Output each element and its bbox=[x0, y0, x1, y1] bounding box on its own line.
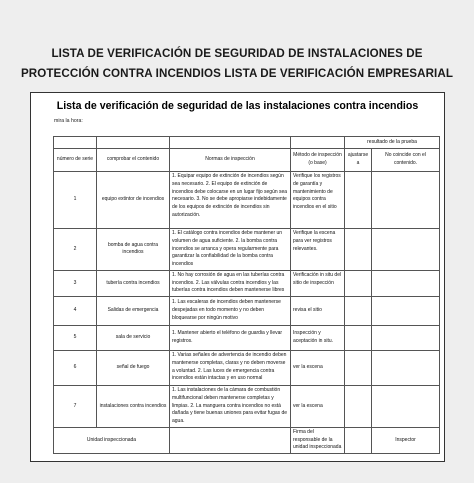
row-number: 7 bbox=[54, 386, 97, 428]
row-item: sala de servicio bbox=[97, 326, 170, 351]
sheet-title: Lista de verificación de seguridad de las instalaciones contra incendios bbox=[56, 100, 419, 112]
col-normas: Normas de inspección bbox=[170, 149, 291, 172]
row-norms: 1. El catálogo contra incendios debe mantener un volumen de agua suficiente. 2. la bomba contra incendios se arranca y opera regularmente para garantizar la confiabilidad de la bomba contra incendios bbox=[170, 229, 291, 271]
row-norms: 1. Las instalaciones de la cámara de combustión multifuncional deben mantenerse completas y limpias. 2. La manguera contra incendios no está dañada y tiene buenas uniones para evitar fugas de agua. bbox=[170, 386, 291, 428]
row-norms: 1. Mantener abierto el teléfono de guardia y llevar registros. bbox=[170, 326, 291, 351]
table-row bbox=[54, 351, 440, 386]
header-line-1: LISTA DE VERIFICACIÓN DE SEGURIDAD DE INSTALACIONES DE bbox=[51, 47, 423, 60]
table-row bbox=[54, 326, 440, 351]
row-nonconforms-cell[interactable] bbox=[372, 270, 440, 296]
checklist-table bbox=[53, 136, 440, 454]
table-row bbox=[54, 270, 440, 296]
row-number: 1 bbox=[54, 172, 97, 229]
page-header bbox=[0, 44, 474, 84]
row-number: 6 bbox=[54, 351, 97, 386]
signature-label: Firma del responsable de la unidad inspeccionada bbox=[291, 427, 345, 453]
header-line-2: PROTECCIÓN CONTRA INCENDIOS LISTA DE VERIFICACIÓN EMPRESARIAL bbox=[20, 67, 454, 80]
row-nonconforms-cell[interactable] bbox=[372, 297, 440, 326]
row-item: tubería contra incendios bbox=[97, 270, 170, 296]
inspected-unit-label: Unidad inspeccionada bbox=[54, 427, 170, 453]
table-row bbox=[54, 297, 440, 326]
signature-field[interactable] bbox=[345, 427, 372, 453]
table-footer-row bbox=[54, 427, 440, 453]
row-conforms-cell[interactable] bbox=[345, 172, 372, 229]
time-label: mira la hora: bbox=[54, 118, 83, 124]
table-header-row-top bbox=[54, 137, 440, 149]
table-row bbox=[54, 386, 440, 428]
row-number: 4 bbox=[54, 297, 97, 326]
row-conforms-cell[interactable] bbox=[345, 297, 372, 326]
row-method: Verifique los registros de garantía y mantenimiento de equipos contra incendios en el sitio bbox=[291, 172, 345, 229]
table-row bbox=[54, 229, 440, 271]
row-method: Verifique la escena para ver registros relevantes. bbox=[291, 229, 345, 271]
row-method: Inspección y aceptación in situ. bbox=[291, 326, 345, 351]
col-ajustarse: ajustarse a bbox=[345, 149, 372, 172]
col-no-coincide: No coincide con el contenido. bbox=[372, 149, 440, 172]
row-nonconforms-cell[interactable] bbox=[372, 229, 440, 271]
row-number: 5 bbox=[54, 326, 97, 351]
row-conforms-cell[interactable] bbox=[345, 229, 372, 271]
row-item: Salidas de emergencia bbox=[97, 297, 170, 326]
table-header-row bbox=[54, 149, 440, 172]
col-contenido: comprobar el contenido bbox=[97, 149, 170, 172]
row-norms: 1. Las escaleras de incendios deben mantenerse despejadas en todo momento y no deben bloquearse por ningún motivo bbox=[170, 297, 291, 326]
row-item: bomba de agua contra incendios bbox=[97, 229, 170, 271]
row-nonconforms-cell[interactable] bbox=[372, 386, 440, 428]
row-norms: 1. Varias señales de advertencia de incendio deben mantenerse completas, claras y no deben moverse a voluntad. 2. Las luces de emergencia contra incendios están intactas y en uso normal bbox=[170, 351, 291, 386]
result-header: resultado de la prueba bbox=[345, 137, 440, 149]
row-conforms-cell[interactable] bbox=[345, 270, 372, 296]
row-item: señal de fuego bbox=[97, 351, 170, 386]
row-norms: 1. Equipar equipo de extinción de incendios según sea necesario. 2. El equipo de extinción de incendios debe colocarse en un lugar fijo según sea necesario. 3. No se debe apropiarse indebidamente de los equipos de extinción de incendios sin autorización. bbox=[170, 172, 291, 229]
checklist-sheet bbox=[30, 92, 445, 462]
row-item: equipo extintor de incendios bbox=[97, 172, 170, 229]
table-row bbox=[54, 172, 440, 229]
row-method: Verificación in situ del sitio de inspección bbox=[291, 270, 345, 296]
row-norms: 1. No hay corrosión de agua en las tuberías contra incendios. 2. Las válvulas contra incendios y las tuberías contra incendios deben mantenerse libres bbox=[170, 270, 291, 296]
row-method: ver la escena bbox=[291, 386, 345, 428]
row-nonconforms-cell[interactable] bbox=[372, 172, 440, 229]
row-nonconforms-cell[interactable] bbox=[372, 326, 440, 351]
row-number: 3 bbox=[54, 270, 97, 296]
row-nonconforms-cell[interactable] bbox=[372, 351, 440, 386]
row-item: instalaciones contra incendios bbox=[97, 386, 170, 428]
inspector-label: Inspector bbox=[372, 427, 440, 453]
row-number: 2 bbox=[54, 229, 97, 271]
inspected-unit-field[interactable] bbox=[170, 427, 291, 453]
row-conforms-cell[interactable] bbox=[345, 351, 372, 386]
row-method: revisa el sitio bbox=[291, 297, 345, 326]
row-method: ver la escena bbox=[291, 351, 345, 386]
row-conforms-cell[interactable] bbox=[345, 386, 372, 428]
col-serie: número de serie bbox=[54, 149, 97, 172]
col-metodo: Método de inspección (o base) bbox=[291, 149, 345, 172]
row-conforms-cell[interactable] bbox=[345, 326, 372, 351]
